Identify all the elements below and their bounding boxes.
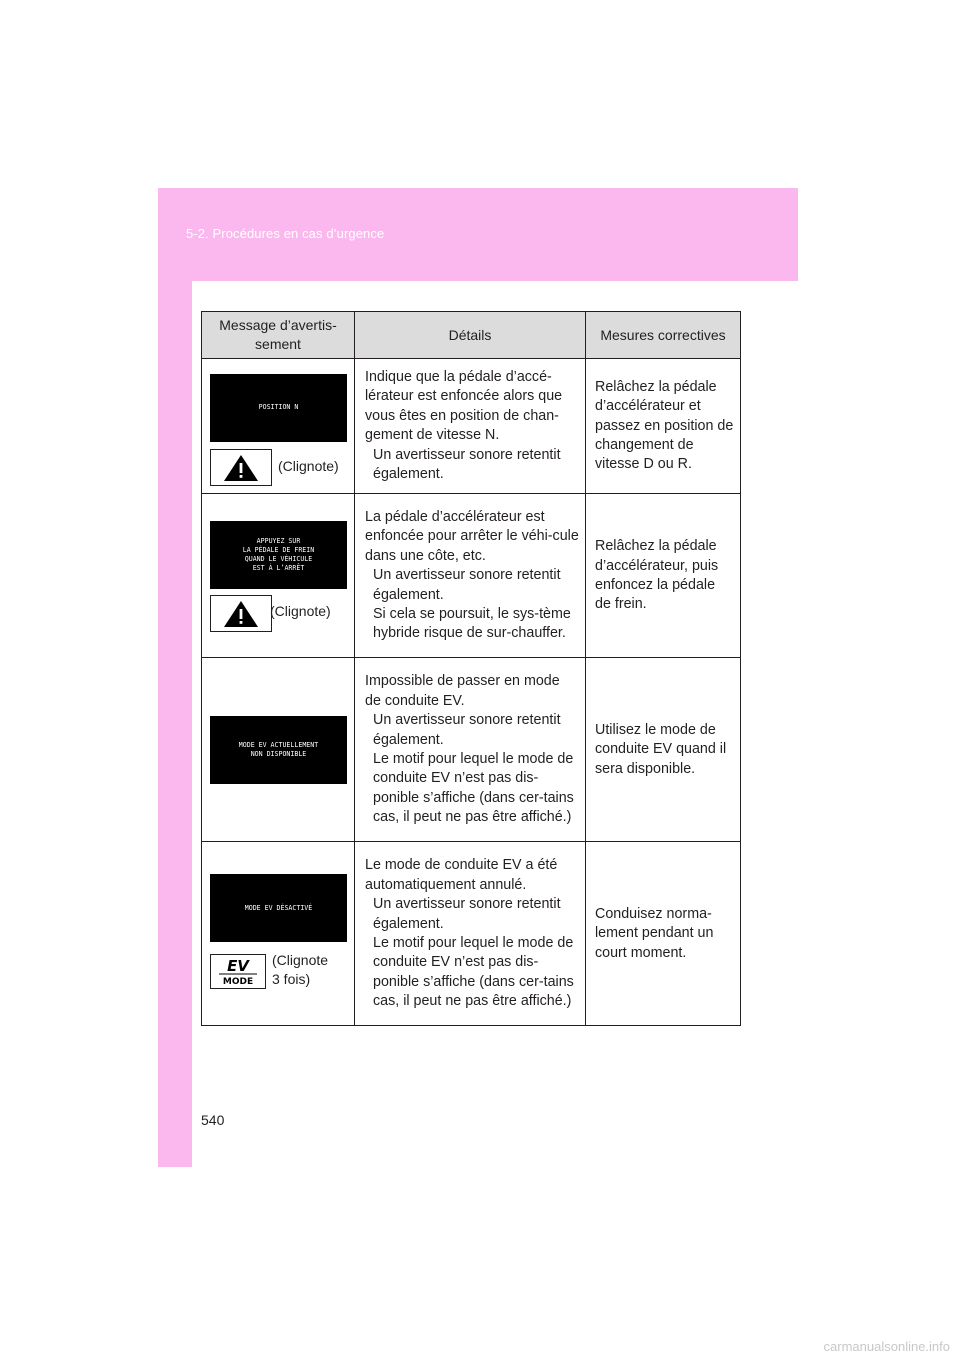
warning-messages-table <box>201 311 741 1026</box>
details-sub: Le motif pour lequel le mode de conduite EV n’est pas dis-ponible s’affiche (dans cer-tains cas, il peut ne pas être affiché.) <box>373 934 574 1010</box>
blink-label-line: 3 fois) <box>272 971 311 988</box>
screen-line: NON DISPONIBLE <box>250 750 307 759</box>
screen-line: APPUYEZ SUR <box>256 537 301 546</box>
table-header-row <box>202 312 741 359</box>
details-sub: Un avertisseur sonore retentit également. <box>373 896 561 932</box>
details-sub: Le motif pour lequel le mode de conduite EV n’est pas dis-ponible s’affiche (dans cer-tains cas, il peut ne pas être affiché.) <box>373 750 574 826</box>
blink-label: (Clignote) <box>278 457 339 474</box>
section-title: 5-2. Procédures en cas d’urgence <box>186 226 385 241</box>
table-row <box>202 494 741 658</box>
screen-line: QUAND LE VÉHICULE <box>244 555 313 564</box>
details-cell <box>355 359 586 494</box>
screen-line: MODE EV DÉSACTIVÉ <box>244 903 313 912</box>
ev-icon-top-text: EV <box>227 957 249 976</box>
details-main: Impossible de passer en mode de conduite EV. <box>365 673 560 709</box>
measures-cell <box>586 359 741 494</box>
measures-text: Conduisez norma-lement pendant un court moment. <box>595 905 714 961</box>
header-measures: Mesures correctives <box>586 312 741 359</box>
page-number: 540 <box>201 1112 225 1128</box>
details-main: La pédale d’accélérateur est enfoncée pour arrêter le véhi-cule dans une côte, etc. <box>365 509 579 564</box>
message-cell <box>202 842 355 1026</box>
blink-label <box>272 951 328 989</box>
warning-triangle-icon <box>210 595 272 632</box>
blink-label: (Clignote) <box>270 603 331 620</box>
details-sub: Si cela se poursuit, le sys-tème hybride risque de sur-chauffer. <box>373 606 571 642</box>
table-row <box>202 658 741 842</box>
screen-line: LA PÉDALE DE FREIN <box>242 546 315 555</box>
table-row <box>202 359 741 494</box>
details-sub: Un avertisseur sonore retentit également. <box>373 446 561 483</box>
message-cell <box>202 658 355 842</box>
details-main: Indique que la pédale d’accé-lérateur est enfoncée alors que vous êtes en position de chan-gement de vitesse N. <box>365 369 563 444</box>
display-screen <box>210 521 347 589</box>
measures-text: Utilisez le mode de conduite EV quand il sera disponible. <box>595 721 727 777</box>
details-sub: Un avertisseur sonore retentit également. <box>373 712 561 748</box>
warning-triangle-icon <box>210 449 272 486</box>
measures-cell <box>586 494 741 658</box>
screen-line: EST À L’ARRÊT <box>252 564 305 573</box>
screen-line: MODE EV ACTUELLEMENT <box>238 741 319 750</box>
display-screen <box>210 374 347 442</box>
screen-line: POSITION N <box>258 403 299 412</box>
ev-mode-icon <box>210 954 266 989</box>
display-screen <box>210 874 347 942</box>
table-row <box>202 842 741 1026</box>
measures-cell <box>586 842 741 1026</box>
details-cell <box>355 842 586 1026</box>
watermark: carmanualsonline.info <box>823 1339 950 1354</box>
side-margin-bar <box>158 281 192 1167</box>
message-cell <box>202 359 355 494</box>
message-cell <box>202 494 355 658</box>
header-message: Message d’avertis-sement <box>202 312 355 359</box>
details-cell <box>355 658 586 842</box>
header-details: Détails <box>355 312 586 359</box>
measures-cell <box>586 658 741 842</box>
blink-label-line: (Clignote <box>272 952 329 969</box>
display-screen <box>210 716 347 784</box>
details-sub: Un avertisseur sonore retentit également. <box>373 567 561 603</box>
details-main: Le mode de conduite EV a été automatiquement annulé. <box>365 857 558 893</box>
measures-text: Relâchez la pédale d’accélérateur et passez en position de changement de vitesse D ou R. <box>595 378 734 473</box>
details-cell <box>355 494 586 658</box>
measures-text: Relâchez la pédale d’accélérateur, puis enfoncez la pédale de frein. <box>595 538 719 613</box>
ev-icon-bottom-text: MODE <box>222 977 254 988</box>
